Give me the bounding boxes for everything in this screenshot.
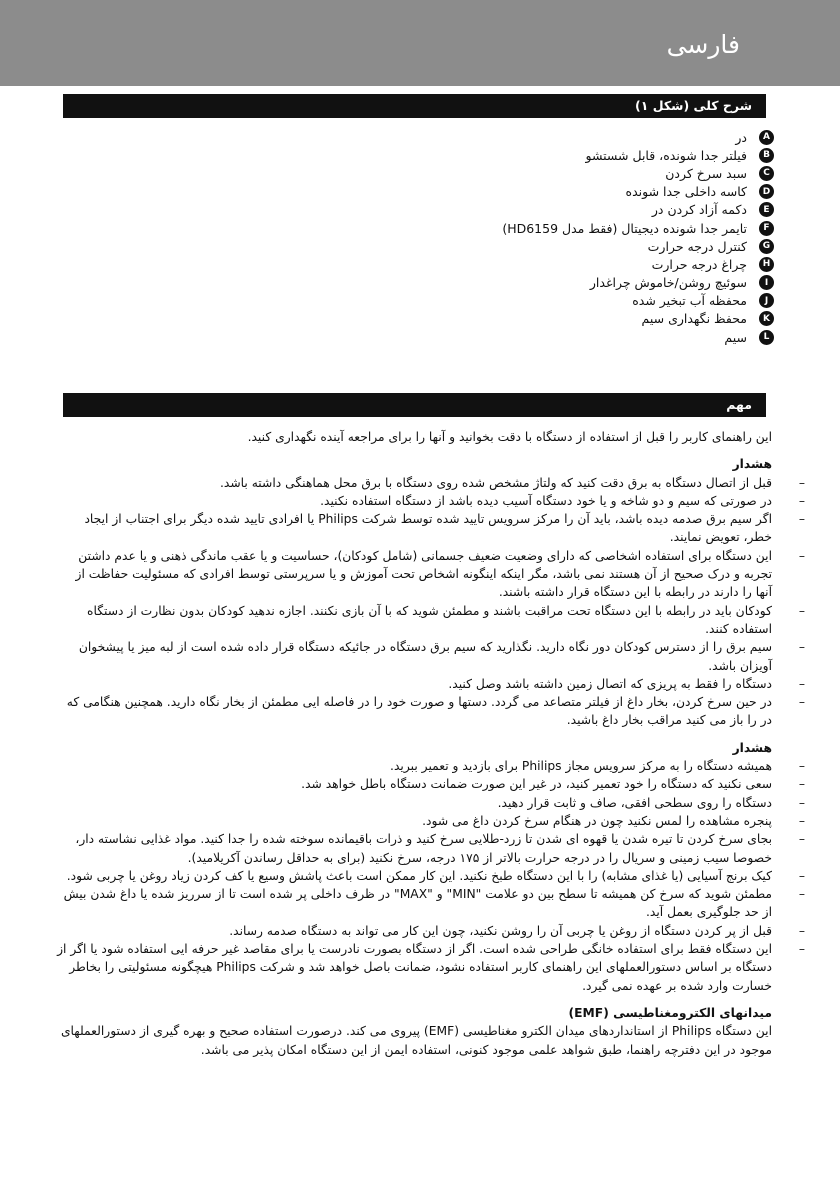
dash-bullet: – xyxy=(798,759,806,774)
caution-text: مطمئن شوید که سرخ کن همیشه تا سطح بین دو علامت "MIN" و "MAX" در ظرف داخلی پر شده است تا از سرریز شده یا داغ شدن بیش از حد جلوگیری بعمل آید. xyxy=(63,887,772,920)
warning-text: قبل از اتصال دستگاه به برق دقت کنید که ولتاژ مشخص شده روی دستگاه با برق محل هماهنگی داشته باشد. xyxy=(219,475,772,490)
warning-item xyxy=(56,638,806,675)
part-letter-badge: F xyxy=(759,221,774,236)
part-item xyxy=(502,201,774,219)
warning-item xyxy=(56,693,806,730)
caution-heading: هشدار xyxy=(732,740,772,755)
important-title: مهم xyxy=(726,397,752,412)
part-label: سیم xyxy=(724,329,747,345)
caution-item xyxy=(56,867,806,885)
important-section-bar xyxy=(63,393,766,417)
part-item xyxy=(502,328,774,346)
part-label: محفظه آب تبخیر شده xyxy=(632,293,747,309)
part-label: سبد سرخ کردن xyxy=(665,165,747,181)
part-letter-badge: L xyxy=(759,330,774,345)
part-letter-badge: I xyxy=(759,275,774,290)
part-item xyxy=(502,219,774,237)
part-item xyxy=(502,183,774,201)
caution-text: پنجره مشاهده را لمس نکنید چون در هنگام سرخ کردن داغ می شود. xyxy=(422,813,772,828)
overview-title: شرح کلی (شکل ۱) xyxy=(635,98,752,113)
dash-bullet: – xyxy=(798,777,806,792)
emf-heading: میدانهای الکترومغناطیسی (EMF) xyxy=(568,1005,772,1020)
part-item xyxy=(502,128,774,146)
warning-heading: هشدار xyxy=(732,457,772,472)
warning-text: در حین سرخ کردن، بخار داغ از فیلتر متصاعد می گردد. دستها و صورت خود را در فاصله ایی مطمئن از بخار نگاه دارید. همچنین هنگامی که در را باز می کنید مراقب بخار داغ باشید. xyxy=(66,695,772,728)
caution-item xyxy=(56,812,806,830)
intro-text: این راهنمای کاربر را قبل از استفاده از دستگاه با دقت بخوانید و آنها را برای مراجعه آینده نگهداری کنید. xyxy=(247,430,772,444)
part-label: کاسه داخلی جدا شونده xyxy=(625,184,747,200)
caution-item xyxy=(56,940,806,995)
dash-bullet: – xyxy=(798,923,806,938)
caution-text: سعی نکنید که دستگاه را خود تعمیر کنید، در غیر این صورت ضمانت دستگاه باطل خواهد شد. xyxy=(301,777,772,792)
part-letter-badge: H xyxy=(759,257,774,272)
dash-bullet: – xyxy=(798,640,806,655)
dash-bullet: – xyxy=(798,603,806,618)
part-label: چراغ درجه حرارت xyxy=(651,256,747,272)
language-label: فارسی xyxy=(666,30,740,59)
caution-text: دستگاه را روی سطحی افقی، صاف و ثابت قرار دهید. xyxy=(497,795,772,810)
dash-bullet: – xyxy=(798,942,806,957)
warning-item xyxy=(56,675,806,693)
dash-bullet: – xyxy=(798,676,806,691)
caution-item xyxy=(56,775,806,793)
warning-item xyxy=(56,474,806,492)
warning-item xyxy=(56,602,806,639)
dash-bullet: – xyxy=(798,795,806,810)
overview-section-bar xyxy=(63,94,766,118)
part-letter-badge: D xyxy=(759,184,774,199)
warning-text: در صورتی که سیم و دو شاخه و یا خود دستگاه آسیب دیده باشد از دستگاه استفاده نکنید. xyxy=(320,493,772,508)
important-body xyxy=(56,428,806,1059)
warning-text: کودکان باید در رابطه با این دستگاه تحت مراقبت باشند و مطمئن شوید که با آن بازی نکنند. اجازه ندهید کودکان بدون نظارت از دستگاه استفاده کنند. xyxy=(87,603,772,636)
part-item xyxy=(502,146,774,164)
warning-text: سیم برق را از دسترس کودکان دور نگاه دارید. نگذارید که سیم برق دستگاه در جائیکه دستگاه قرار داده شده است از لبه میز یا پیشخوان آویزان باشد. xyxy=(78,640,772,673)
part-letter-badge: A xyxy=(759,130,774,145)
emf-text: این دستگاه Philips از استانداردهای میدان الکترو مغناطیسی (EMF) پیروی می کند. درصورت استفاده صحیح و بهره گیری از دستورالعملهای موجود در این دفترچه راهنما، طبق شواهد علمی موجود کنونی، استفاده ایمن از این دستگاه امکان پذیر می باشد. xyxy=(60,1024,772,1057)
warning-item xyxy=(56,492,806,510)
caution-item xyxy=(56,757,806,775)
caution-text: بجای سرخ کردن تا تیره شدن یا قهوه ای شدن تا زرد-طلایی سرخ کنید و ذرات باقیمانده سوخته شده را جدا کنید. مواد غذایی نشاسته دار، خصوصا سیب زمینی و سریال را در درجه حرارت بالاتر از ۱۷۵ درجه، سرخ نکنید (برای به حداقل رساندن آکریلامید). xyxy=(75,832,772,865)
part-item xyxy=(502,292,774,310)
dash-bullet: – xyxy=(798,475,806,490)
dash-bullet: – xyxy=(798,512,806,527)
header-band xyxy=(0,0,840,86)
caution-text: قبل از پر کردن دستگاه از روغن یا چربی آن را روشن نکنید، چون این کار می تواند به دستگاه صدمه رساند. xyxy=(229,923,772,938)
part-label: فیلتر جدا شونده، قابل شستشو xyxy=(585,147,747,163)
warning-text: دستگاه را فقط به پریزی که اتصال زمین داشته باشد وصل کنید. xyxy=(448,676,772,691)
part-label: تایمر جدا شونده دیجیتال (فقط مدل HD6159) xyxy=(502,220,747,236)
part-letter-badge: J xyxy=(759,293,774,308)
part-item xyxy=(502,237,774,255)
caution-list xyxy=(56,757,806,995)
warning-item xyxy=(56,547,806,602)
part-letter-badge: G xyxy=(759,239,774,254)
part-letter-badge: K xyxy=(759,311,774,326)
warning-text: اگر سیم برق صدمه دیده باشد، باید آن را مرکز سرویس تایید شده توسط شرکت Philips یا افرادی تایید شده دیگر برای اجتناب از ایجاد خطر، تعویض نمایند. xyxy=(84,512,772,545)
dash-bullet: – xyxy=(798,887,806,902)
part-item xyxy=(502,255,774,273)
caution-text: کیک برنج آسیایی (یا غذای مشابه) را با این دستگاه طبخ نکنید. این کار ممکن است باعث پاشش وسیع یا کف کردن زیاد روغن یا چربی شود. xyxy=(66,868,772,883)
parts-list xyxy=(502,128,774,346)
dash-bullet: – xyxy=(798,695,806,710)
part-letter-badge: C xyxy=(759,166,774,181)
part-item xyxy=(502,310,774,328)
part-label: سوئیچ روشن/خاموش چراغدار xyxy=(589,275,747,291)
caution-text: این دستگاه فقط برای استفاده خانگی طراحی شده است. اگر از دستگاه بصورت نادرست یا برای مقاصد غیر حرفه ایی استفاده شود یا اگر از دستگاه بر اساس دستورالعملهای این راهنمای کاربر استفاده نشود، ضمانت باصل خواهد شد و شرکت Philips هیچگونه مسئولیتی را بخاطر خسارت وارد شده بر عهده نمی گیرد. xyxy=(57,942,772,993)
dash-bullet: – xyxy=(798,813,806,828)
caution-item xyxy=(56,885,806,922)
part-letter-badge: E xyxy=(759,202,774,217)
part-label: دکمه آزاد کردن در xyxy=(651,202,747,218)
caution-text: همیشه دستگاه را به مرکز سرویس مجاز Philips برای بازدید و تعمیر ببرید. xyxy=(390,759,772,774)
part-label: محفظ نگهداری سیم xyxy=(641,311,747,327)
caution-item xyxy=(56,794,806,812)
warning-item xyxy=(56,510,806,547)
warning-text: این دستگاه برای استفاده اشخاصی که دارای وضعیت ضعیف جسمانی (شامل کودکان)، حساسیت و یا عقب ماندگی ذهنی و یا عدم داشتن تجربه و درک صحیح از آن هستند نمی باشد، مگر اینکه اینگونه اشخاص تحت آموزش و یا سرپرستی توسط افرادی که مسئولیت حفاظت از آنها را دارند در رابطه با این دستگاه قرار داشته باشند. xyxy=(75,548,772,600)
part-item xyxy=(502,274,774,292)
dash-bullet: – xyxy=(798,548,806,563)
part-label: کنترل درجه حرارت xyxy=(647,238,747,254)
part-label: در xyxy=(735,129,747,145)
caution-item xyxy=(56,830,806,867)
warning-list xyxy=(56,474,806,730)
dash-bullet: – xyxy=(798,832,806,847)
dash-bullet: – xyxy=(798,868,806,883)
part-item xyxy=(502,164,774,182)
caution-item xyxy=(56,922,806,940)
part-letter-badge: B xyxy=(759,148,774,163)
dash-bullet: – xyxy=(798,493,806,508)
